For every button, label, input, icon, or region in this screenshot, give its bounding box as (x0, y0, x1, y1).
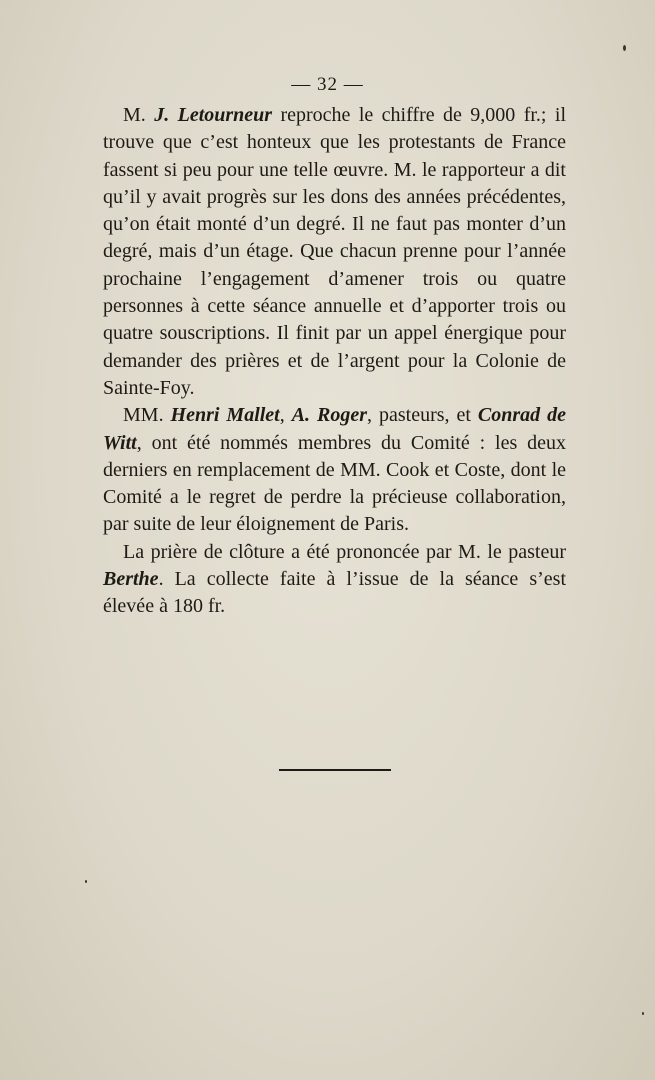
paragraph-closing-prayer (103, 539, 566, 621)
person-name: Conrad de Witt (103, 404, 566, 454)
person-name: Henri Mallet (170, 404, 280, 427)
text-run: , pasteurs, et (367, 404, 478, 427)
ink-speck (623, 45, 626, 51)
page-number: — 32 — (291, 74, 364, 95)
text-run: MM. (123, 404, 171, 427)
text-run: , (279, 404, 292, 427)
ink-speck (642, 1012, 644, 1015)
text-run: . La collecte faite à l’issue de la séance s’est élevée à 180 fr. (103, 568, 566, 618)
text-run: La prière de clôture a été prononcée par M. le pasteur (123, 540, 566, 563)
person-name: A. Roger (291, 404, 368, 427)
text-run: reproche le chiffre de 9,000 fr.; il trouve que c’est honteux que les protestants de France fassent si peu pour une telle œuvre. M. le rapporteur a dit qu’il y avait progrès sur les dons des années précédentes, qu’on était monté d’un degré. Il ne faut pas monter d’un degré, mais d’un étage. Que chacun prenne pour l’année prochaine l’engagement d’amener trois ou quatre personnes à cette séance annuelle et d’apporter trois ou quatre souscriptions. Il finit par un appel énergique pour demander des prières et de l’argent pour la Colonie de Sainte-Foy. (103, 104, 566, 399)
body-text (103, 102, 566, 621)
paragraph-committee (103, 402, 566, 538)
text-run: , ont été nommés membres du Comité : les deux derniers en remplacement de MM. Cook et Coste, dont le Comité a le regret de perdre la précieuse collaboration, par suite de leur éloignement de Paris. (103, 431, 566, 536)
text-run: M. (123, 104, 155, 126)
paragraph-letourneur (103, 102, 566, 402)
person-name: Berthe (103, 568, 159, 591)
person-name: J. Letourneur (154, 104, 273, 126)
ink-speck (85, 880, 87, 883)
section-divider (279, 769, 391, 771)
